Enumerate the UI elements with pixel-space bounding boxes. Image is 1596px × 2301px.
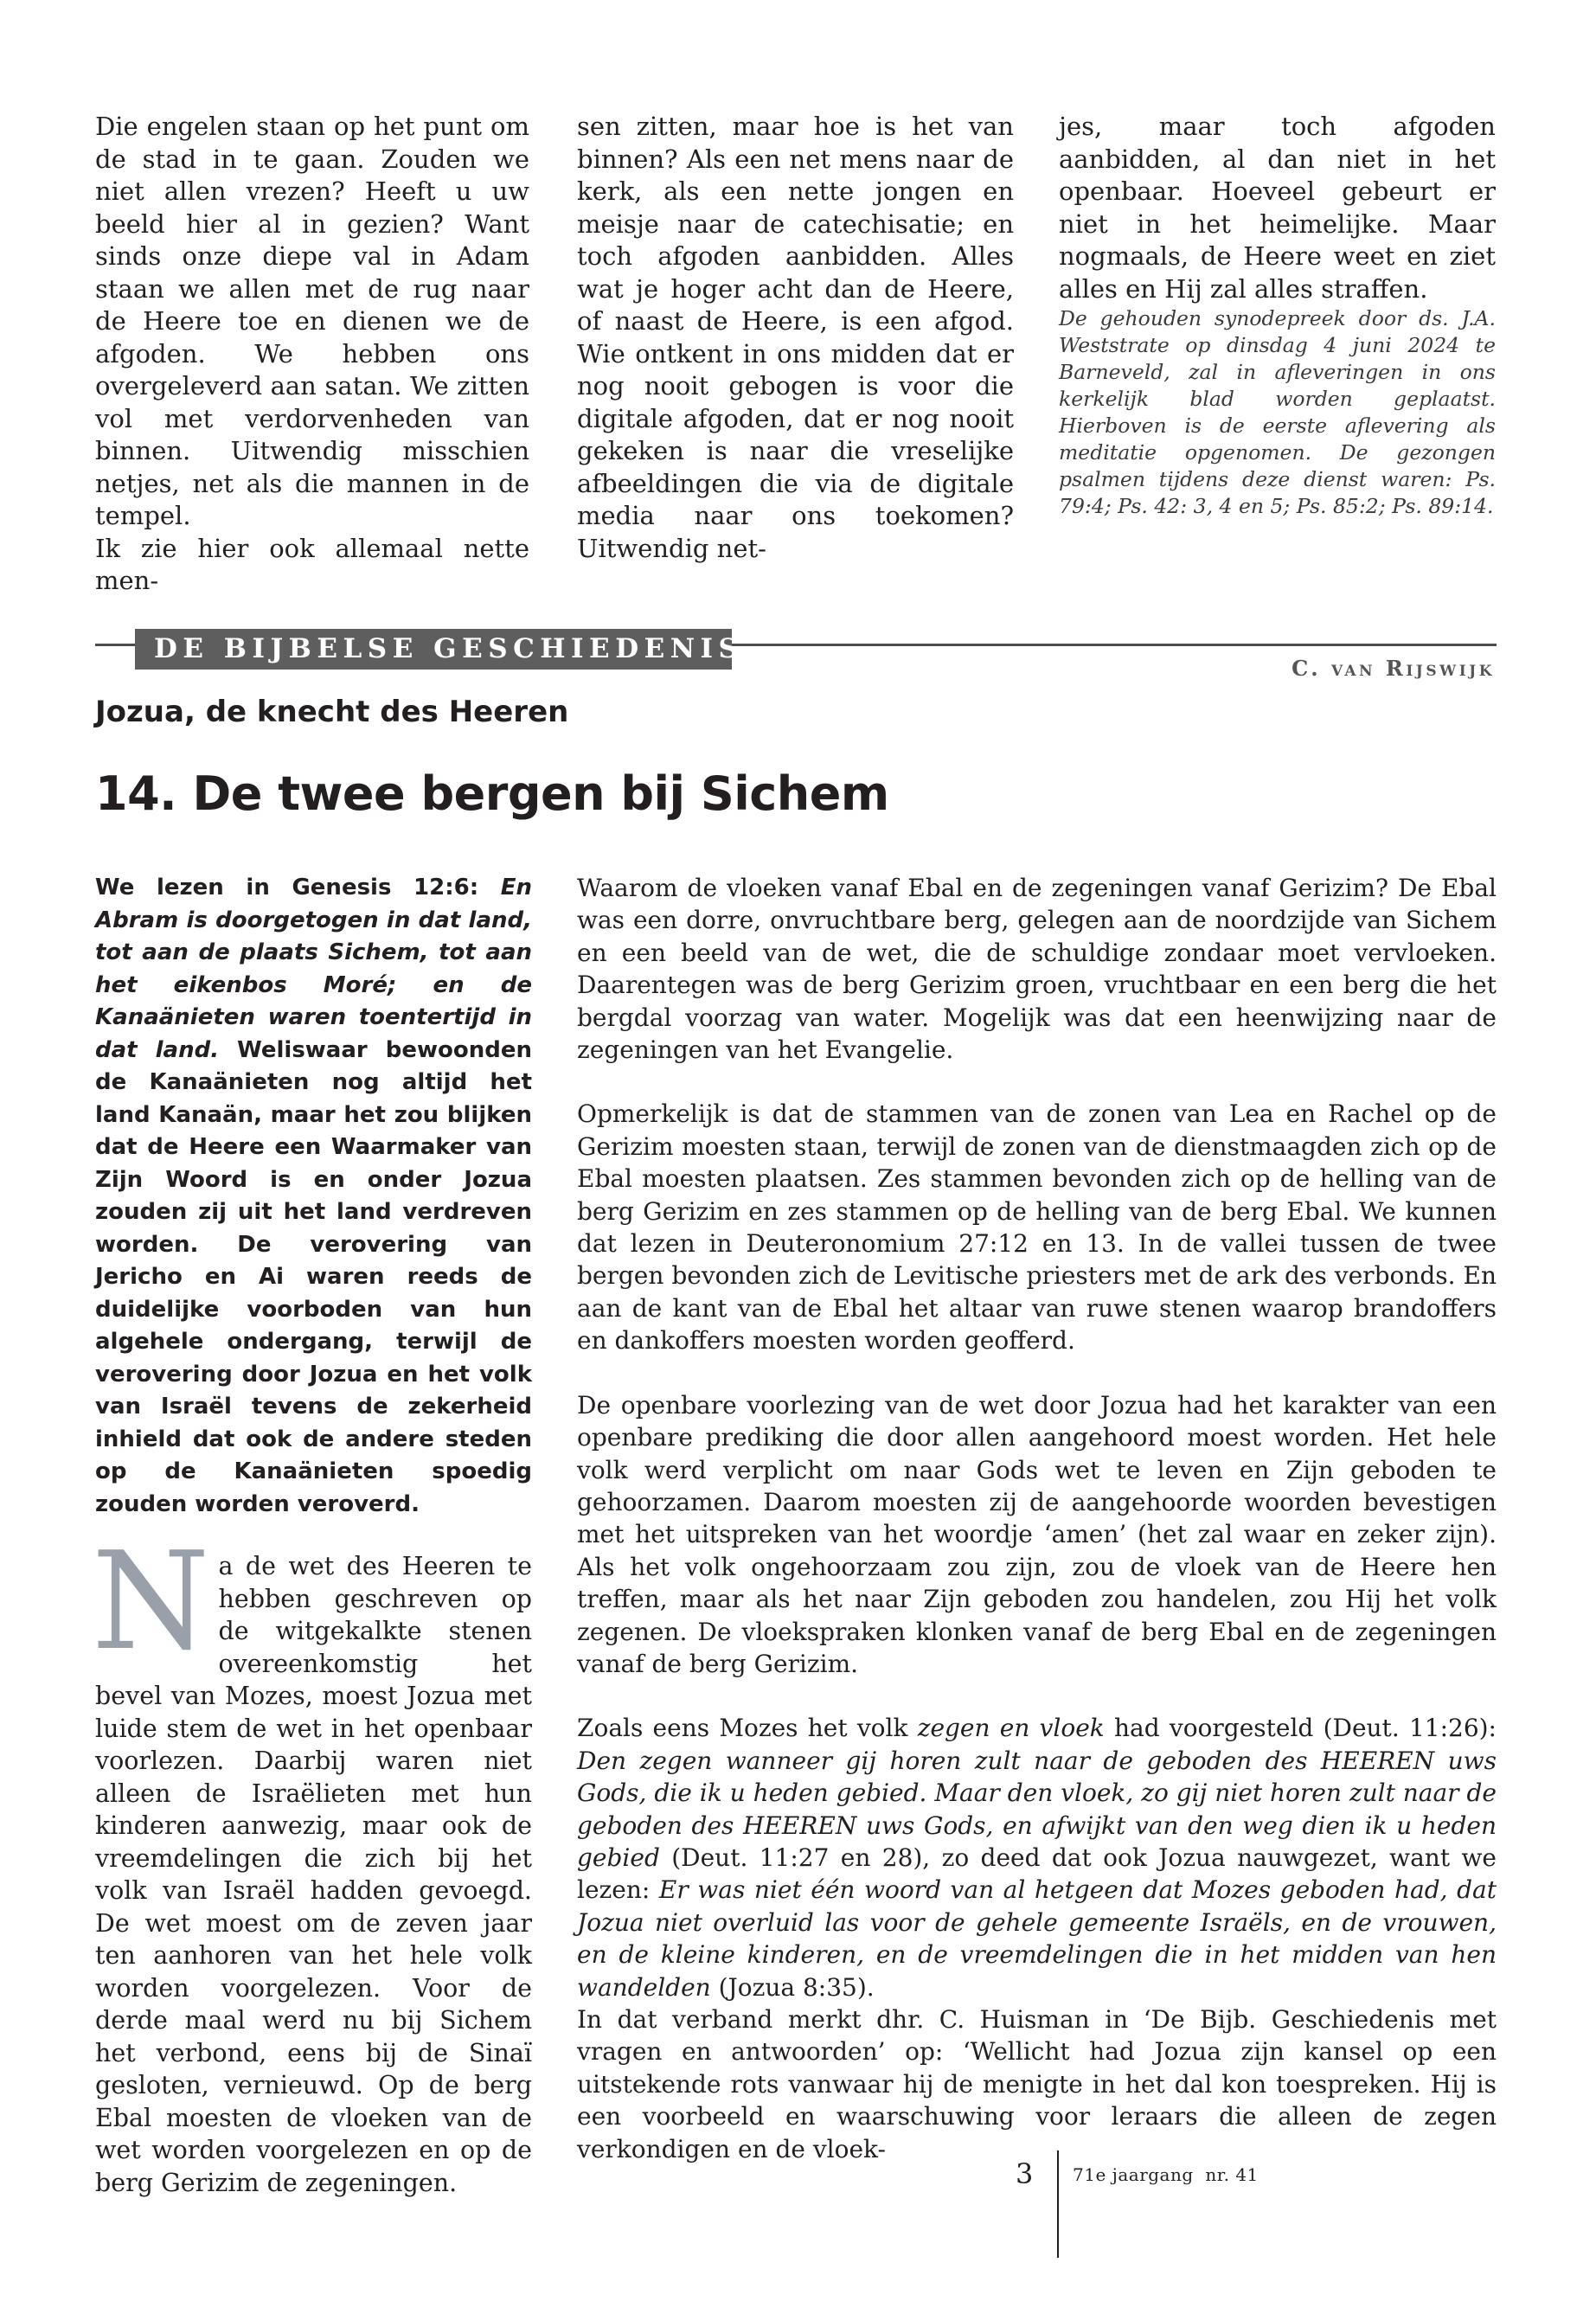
p4-italic-b: zegen en vloek [917,1714,1105,1743]
intro-paragraph [95,872,532,1521]
right-paragraph-2: Opmerkelijk is dat de stammen van de zonen van Lea en Rachel op de Gerizim moesten staan, terwijl de zonen van de dienstmaagden zich op de Ebal moesten plaatsen. Zes stammen bevonden zich op de helling van de berg Gerizim en zes stammen op de helling van de berg Ebal. We kunnen dat lezen in Deuteronomium 27:12 en 13. In de vallei tussen de twee bergen bevonden zich de Levitische priesters met de ark des verbonds. En aan de kant van de Ebal het altaar van ruwe stenen waarop brandoffers en dankoffers moesten worden geofferd. [577,1099,1497,1356]
right-paragraph-5: In dat verband merkt dhr. C. Huisman in ‘De Bijb. Geschiedenis met vragen en antwoorden’ op: ‘Wellicht had Jozua zijn kansel op een uitstekende rots vanwaar hij de menigte in het dal kon toespreken. Hij is een voorbeeld en waarschuwing voor leraars die alleen de zegen verkondigen en de vloek- [577,2005,1497,2163]
dropcap-letter: N [92,1522,210,1680]
top-column-1 [95,111,529,598]
top-col2-paragraph: sen zitten, maar hoe is het van binnen? Als een net mens naar de kerk, als een nette jongen en meisje naar de catechisatie; en toch afgoden aanbidden. Alles wat je hoger acht dan de Heere, of naast de Heere, is een afgod. Wie ontkent in ons midden dat er nog nooit gebogen is voor die digitale afgoden, dat er nog nooit gekeken is naar die vreselijke afbeeldingen die via de digitale media naar ons toekomen? Uitwendig net- [577,112,1014,563]
article-title: 14. De twee bergen bij Sichem [95,766,889,821]
top-col1-paragraph-1: Die engelen staan op het punt om de stad in te gaan. Zouden we niet allen vrezen? Heeft u uw beeld hier al in gezien? Want sinds onze diepe val in Adam staan we allen met de rug naar de Heere toe en dienen we de afgoden. We hebben ons overgeleverd aan satan. We zitten vol met verdorvenheden van binnen. Uitwendig misschien netjes, net als die mannen in de tempel. [95,112,529,530]
right-paragraph-1: Waarom de vloeken vanaf Ebal en de zegeningen vanaf Gerizim? De Ebal was een dorre, onvruchtbare berg, gelegen aan de noordzijde van Sichem en een beeld van de wet, die de schuldige zondaar moet vervloeken. Daarentegen was de berg Gerizim groen, vruchtbaar en een berg die het bergdal voorzag van water. Mogelijk was dat een heenwijzing naar de zegeningen van het Evangelie. [577,874,1497,1065]
top-column-2 [577,111,1014,565]
top-col1-paragraph-2: Ik zie hier ook allemaal nette men- [95,533,529,595]
intro-rest: Weliswaar bewoonden de Kanaänieten nog altijd het land Kanaän, maar het zou blijken dat de Heere een Waarmaker van Zijn Woord is en onder Jozua zouden zij uit het land verdreven worden. De verovering van Jericho en Ai waren reeds de duidelijke voorboden van hun algehele ondergang, terwijl de verovering door Jozua en het volk van Israël tevens de zekerheid inhield dat ook de andere steden op de Kanaänieten spoedig zouden worden veroverd. [95,1036,533,1517]
right-paragraph-4 [577,1712,1497,2003]
p4-text-e: (Deut. 11:27 en 28), zo deed dat ook Jozua nauwgezet, want we lezen: [577,1843,1497,1905]
intro-quote: En Abram is doorgetogen in dat land, tot aan de plaats Sichem, tot aan het eikenbos Moré; en de Kanaänieten waren toentertijd in dat land. [95,875,532,1063]
p4-quote-jozua: Er was niet één woord van al hetgeen dat Mozes geboden had, dat Jozua niet overluid las voor de gehele gemeente Israëls, en de vrouwen, en de kleine kinderen, en de vreemdelingen die in het midden van hen wandelden [577,1875,1497,2002]
top-col3-paragraph: jes, maar toch afgoden aanbidden, al dan niet in het openbaar. Hoeveel gebeurt er niet in het heimelijke. Maar nogmaals, de Heere weet en ziet alles en Hij zal alles straffen. [1059,112,1496,304]
p4-text-c: had voorgesteld (Deut. 11:26): [1104,1714,1497,1743]
footer-divider [1057,2150,1059,2258]
series-title: Jozua, de knecht des Heeren [95,695,569,729]
p4-quote-deut: Den zegen wanneer gij horen zult naar de geboden des HEEREN uws Gods, die ik u heden gebied. Maar den vloek, zo gij niet horen zult naar de geboden des HEEREN uws Gods, en afwijkt van den weg dien ik u heden gebied [577,1746,1497,1872]
issue-label: 71e jaargang nr. 41 [1073,2164,1259,2185]
top-column-3 [1059,111,1496,520]
right-paragraph-3: De openbare voorlezing van de wet door Jozua had het karakter van een openbare prediking die door allen aangehoord moest worden. Het hele volk werd verplicht om naar Gods wet te leven en Zijn geboden te gehoorzamen. Daarom moesten zij de aangehoorde woorden bevestigen met het uitspreken van het woordje ‘amen’ (het zal waar en zeker zijn). Als het volk ongehoorzaam zou zijn, zou de vloek van de Heere hen treffen, maar als het naar Zijn geboden zou handelen, zou Hij het volk zegenen. De vloekspraken klonken vanaf de berg Ebal en de zegeningen vanaf de berg Gerizim. [577,1390,1497,1678]
intro-lead: We lezen in Genesis 12:6: [95,875,501,901]
right-column [577,872,1497,2165]
p4-text-a: Zoals eens Mozes het volk [577,1714,918,1743]
sermon-note: De gehouden synodepreek door ds. J.A. Weststrate op dinsdag 4 juni 2024 te Barneveld, zal in afleveringen in ons kerkelijk blad worden geplaatst. Hierboven is de eerste aflevering als meditatie opgenomen. De gezongen psalmen tijdens deze dienst waren: Ps. 79:4; Ps. 42: 3, 4 en 5; Ps. 85:2; Ps. 89:14. [1059,306,1496,518]
left-body-paragraph [92,1522,532,2199]
section-banner: DE BIJBELSE GESCHIEDENIS [135,629,732,670]
p4-text-g: (Jozua 8:35). [710,1972,875,2002]
left-body-text: a de wet des Heeren te hebben geschreven op de witgekalkte stenen overeenkomstig het bevel van Mozes, moest Jozua met luide stem de wet in het openbaar voorlezen. Daarbij waren niet alleen de Israëlieten met hun kinderen aanwezig, maar ook de vreemdelingen die zich bij het volk van Israël hadden gevoegd. De wet moest om de zeven jaar ten aanhoren van het hele volk worden voorgelezen. Voor de derde maal werd nu bij Sichem het verbond, eens bij de Sinaï gesloten, vernieuwd. Op de berg Ebal moesten de vloeken van de wet worden voorgelezen en op de berg Gerizim de zegeningen. [95,1552,532,2197]
left-column [92,872,533,2199]
page-number: 3 [1016,2157,1034,2190]
author-name: C. van Rijswijk [1292,656,1495,681]
